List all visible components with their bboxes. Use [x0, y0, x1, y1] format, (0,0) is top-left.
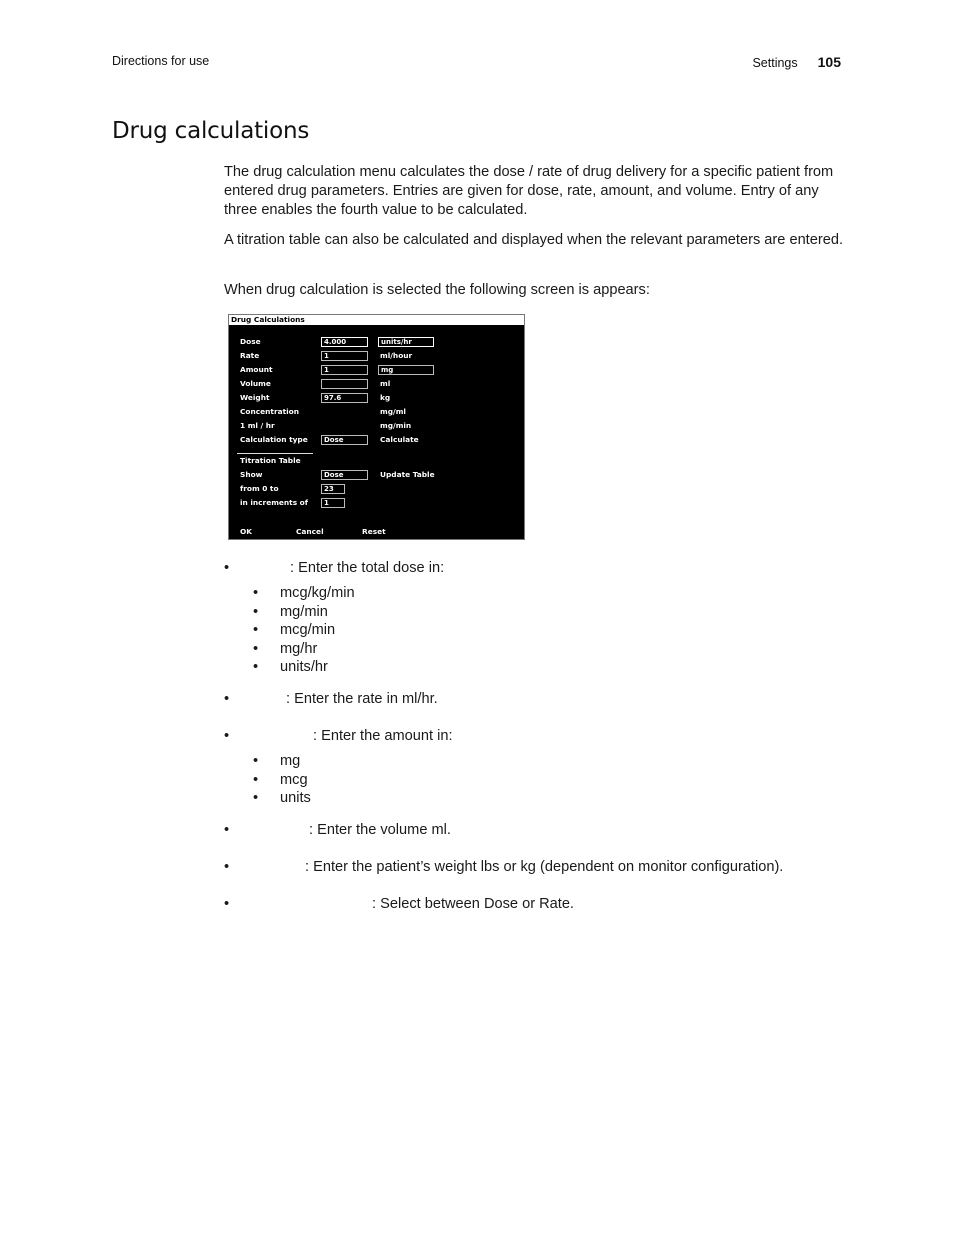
amount-unit-select[interactable]: mg	[378, 365, 434, 375]
dose-unit-text: units/hr	[280, 659, 328, 675]
sub-bullet-marker: •	[253, 659, 259, 675]
bullet-marker: •	[224, 822, 230, 838]
from-field[interactable]: 23	[321, 484, 345, 494]
dose-unit-text: mcg/min	[280, 622, 336, 638]
calculation-type-select[interactable]: Dose	[321, 435, 368, 445]
screen-intro-paragraph: When drug calculation is selected the following screen is appears:	[224, 282, 650, 298]
dose-label: Dose	[240, 337, 261, 346]
ok-button[interactable]: OK	[240, 527, 253, 536]
dose-unit-text: mg/min	[280, 603, 328, 620]
header-section: Settings	[752, 56, 798, 70]
bullet-marker: •	[224, 728, 230, 744]
bullet-dose-text: : Enter the total dose in:	[290, 560, 445, 576]
titration-divider	[237, 453, 313, 454]
increments-field[interactable]: 1	[321, 498, 345, 508]
from-label: from 0 to	[240, 484, 279, 493]
sub-bullet-marker: •	[253, 640, 259, 657]
bullet-calculation-type-text: : Select between Dose or Rate.	[372, 896, 574, 912]
concentration-unit: mg/ml	[380, 407, 406, 416]
bullet-marker: •	[224, 691, 230, 707]
amount-unit-text: units	[280, 790, 311, 806]
dose-unit-text: mg/hr	[280, 640, 318, 657]
rate-label: Rate	[240, 351, 260, 360]
dose-field[interactable]: 4.000	[321, 337, 368, 347]
sub-bullet-marker: •	[253, 753, 259, 769]
bullet-marker: •	[224, 859, 230, 875]
weight-field[interactable]: 97.6	[321, 393, 368, 403]
concentration-label: Concentration	[240, 407, 299, 416]
weight-unit: kg	[380, 393, 391, 402]
cancel-button[interactable]: Cancel	[296, 527, 324, 536]
running-header-right	[752, 54, 841, 70]
bullet-volume-text: : Enter the volume ml.	[309, 822, 451, 838]
volume-label: Volume	[240, 379, 271, 388]
bullet-weight-text: : Enter the patient’s weight lbs or kg (dependent on monitor configuration).	[305, 859, 784, 875]
rate-field[interactable]: 1	[321, 351, 368, 361]
volume-field[interactable]	[321, 379, 368, 389]
amount-label: Amount	[240, 365, 273, 374]
running-header-left: Directions for use	[112, 54, 210, 68]
increments-label: in increments of	[240, 498, 308, 507]
screen-title: Drug Calculations	[229, 315, 524, 325]
sub-bullet-marker: •	[253, 603, 259, 620]
volume-unit: ml	[380, 379, 391, 388]
drug-calculations-screen	[228, 314, 525, 540]
amount-field[interactable]: 1	[321, 365, 368, 375]
amount-unit-text: mcg	[280, 771, 308, 788]
titration-heading: Titration Table	[240, 456, 301, 465]
sub-bullet-marker: •	[253, 790, 259, 806]
weight-label: Weight	[240, 393, 270, 402]
page-title: Drug calculations	[112, 118, 310, 144]
bullet-amount-text: : Enter the amount in:	[313, 728, 453, 744]
amount-unit-text: mg	[280, 753, 301, 769]
sub-bullet-marker: •	[253, 771, 259, 788]
page-number: 105	[817, 54, 841, 70]
show-select[interactable]: Dose	[321, 470, 368, 480]
calculate-button[interactable]: Calculate	[380, 435, 419, 444]
sub-bullet-marker: •	[253, 585, 259, 601]
ml-per-hr-label: 1 ml / hr	[240, 421, 275, 430]
bullet-rate-text: : Enter the rate in ml/hr.	[286, 691, 438, 707]
show-label: Show	[240, 470, 263, 479]
dose-unit-text: mcg/kg/min	[280, 585, 355, 601]
dose-unit-select[interactable]: units/hr	[378, 337, 434, 347]
sub-bullet-marker: •	[253, 622, 259, 638]
calculation-type-label: Calculation type	[240, 435, 308, 444]
titration-paragraph: A titration table can also be calculated and displayed when the relevant parameters are entered.	[224, 232, 844, 248]
update-table-button[interactable]: Update Table	[380, 470, 435, 479]
bullet-marker: •	[224, 560, 230, 576]
intro-paragraph: The drug calculation menu calculates the dose / rate of drug delivery for a specific patient from entered drug parameters. Entries are given for dose, rate, amount, and volume. Entry of any three enables the fourth value to be calculated.	[224, 164, 834, 218]
reset-button[interactable]: Reset	[362, 527, 386, 536]
bullet-marker: •	[224, 896, 230, 912]
rate-unit: ml/hour	[380, 351, 413, 360]
ml-per-hr-unit: mg/min	[380, 421, 412, 430]
